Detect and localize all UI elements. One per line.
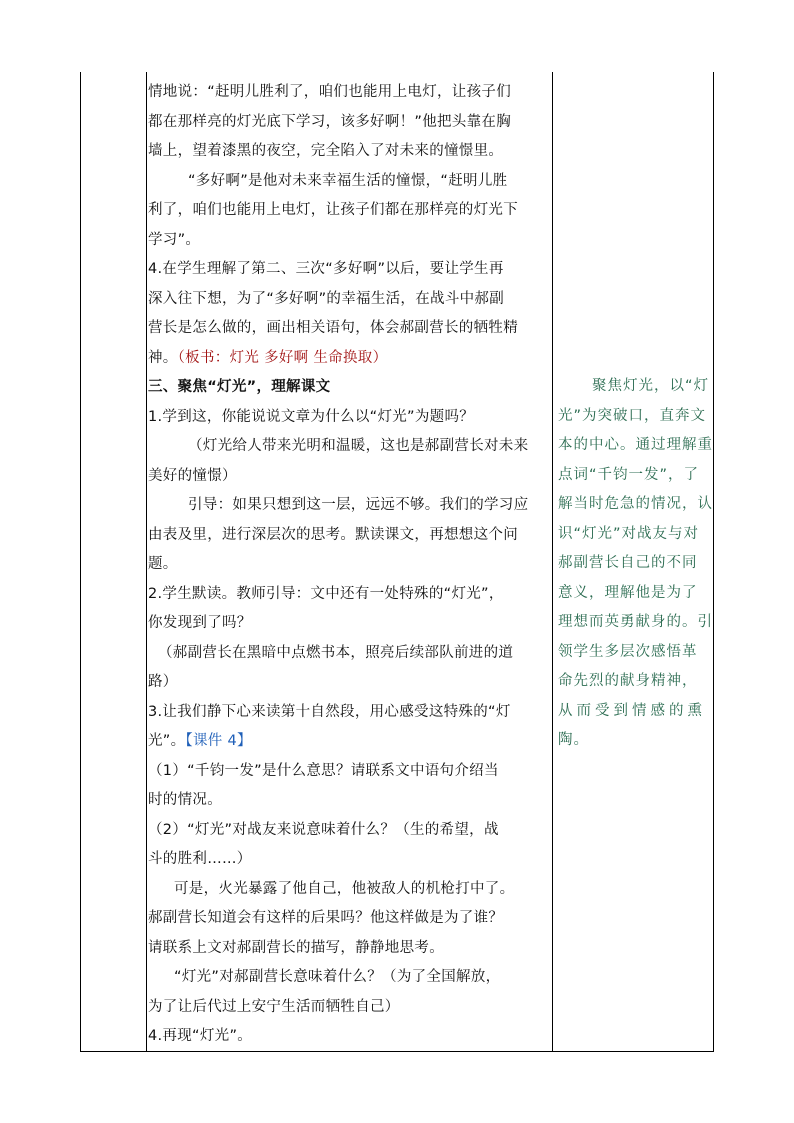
side-text-line: 郝副营长自己的不同: [558, 555, 698, 571]
side-text-line: 陶。: [558, 732, 589, 748]
table-border-right: [713, 72, 714, 1052]
side-text-line: 从而受到情感的熏: [558, 702, 706, 719]
text-line: 由表及里，进行深层次的思考。默读课文，再想想这个问: [148, 526, 518, 543]
text-segment: 光”。: [148, 733, 186, 749]
text-line: “多好啊”是他对未来幸福生活的憧憬，“赶明儿胜: [188, 172, 508, 189]
text-line: 墙上，望着漆黑的夜空，完全陷入了对未来的憧憬里。: [148, 143, 504, 159]
board-writing: （板书：灯光 多好啊 生命换取）: [177, 349, 388, 366]
text-line: 4.再现“灯光”。: [148, 1028, 253, 1044]
side-text-line: 聚焦灯光，以“灯: [592, 378, 710, 394]
text-line: （灯光给人带来光明和温暖，这也是郝副营长对未来: [188, 438, 529, 454]
text-line: （2）“灯光”对战友来说意味着什么？（生的希望，战: [148, 821, 499, 838]
text-line: 可是，火光暴露了他自己，他被敌人的机枪打中了。: [174, 880, 515, 897]
text-line: 深入往下想，为了“多好啊”的幸福生活，在战斗中郝副: [148, 290, 505, 307]
text-line: [148, 344, 552, 374]
text-line: “灯光”对郝副营长意味着什么？（为了全国解放，: [174, 969, 501, 985]
text-line: 题。: [148, 556, 178, 572]
side-text-line: 命先烈的献身精神，: [558, 673, 698, 689]
text-line: [148, 727, 552, 757]
text-line: 3.让我们静下心来读第十自然段，用心感受这特殊的“灯: [148, 703, 511, 720]
text-line: 为了让后代过上安宁生活而牺牲自己）: [148, 998, 400, 1015]
text-line: 路）: [148, 674, 178, 690]
text-line: 4.在学生理解了第二、三次“多好啊”以后，要让学生再: [148, 261, 504, 277]
text-line: 营长是怎么做的，画出相关语句，体会郝副营长的牺牲精: [148, 320, 518, 336]
text-line: 时的情况。: [148, 792, 222, 808]
table-border-col2: [552, 72, 553, 1052]
section-heading: 三、聚焦“灯光”，理解课文: [148, 379, 331, 395]
text-line: 学习”。: [148, 231, 201, 248]
side-text-line: 解当时危急的情况，认: [558, 496, 713, 512]
side-text-line: 本的中心。通过理解重: [558, 437, 713, 453]
side-text-line: 识“灯光”对战友与对: [558, 525, 700, 542]
text-line: 情地说：“赶明儿胜利了，咱们也能用上电灯，让孩子们: [148, 84, 512, 100]
text-line: （1）“千钧一发”是什么意思？请联系文中语句介绍当: [148, 762, 499, 779]
text-segment: 神。: [148, 349, 178, 366]
text-line: 郝副营长知道会有这样的后果吗？他这样做是为了谁？: [148, 910, 504, 926]
courseware-tag: 【课件 4】: [185, 733, 252, 749]
text-line: 利了，咱们也能用上电灯，让孩子们都在那样亮的灯光下: [148, 202, 518, 218]
text-line: 都在那样亮的灯光底下学习，该多好啊！”他把头靠在胸: [148, 113, 512, 130]
side-text-line: 意义，理解他是为了: [558, 584, 698, 601]
text-line: （郝副营长在黑暗中点燃书本，照亮后续部队前进的道: [158, 644, 514, 661]
text-line: 1.学到这，你能说说文章为什么以“灯光”为题吗？: [148, 408, 475, 425]
text-line: 引导：如果只想到这一层，远远不够。我们的学习应: [188, 497, 529, 513]
side-text-line: 理想而英勇献身的。引: [558, 614, 713, 630]
text-line: 美好的憧憬）: [148, 467, 237, 484]
table-border-col1: [146, 72, 147, 1052]
table-border-left: [80, 72, 81, 1052]
teaching-process-column: [148, 78, 552, 1052]
side-text-line: 领学生多层次感悟革: [558, 643, 698, 660]
text-line: 请联系上文对郝副营长的描写，静静地思考。: [148, 939, 444, 956]
text-line: 斗的胜利……）: [148, 851, 252, 867]
side-text-line: 光”为突破口，直奔文: [558, 407, 707, 424]
design-intent-column: [558, 372, 713, 756]
side-text-line: 点词“千钧一发”，了: [558, 466, 700, 483]
text-line: 2.学生默读。教师引导：文中还有一处特殊的“灯光”，: [148, 585, 504, 602]
text-line: 你发现到了吗？: [148, 615, 252, 631]
